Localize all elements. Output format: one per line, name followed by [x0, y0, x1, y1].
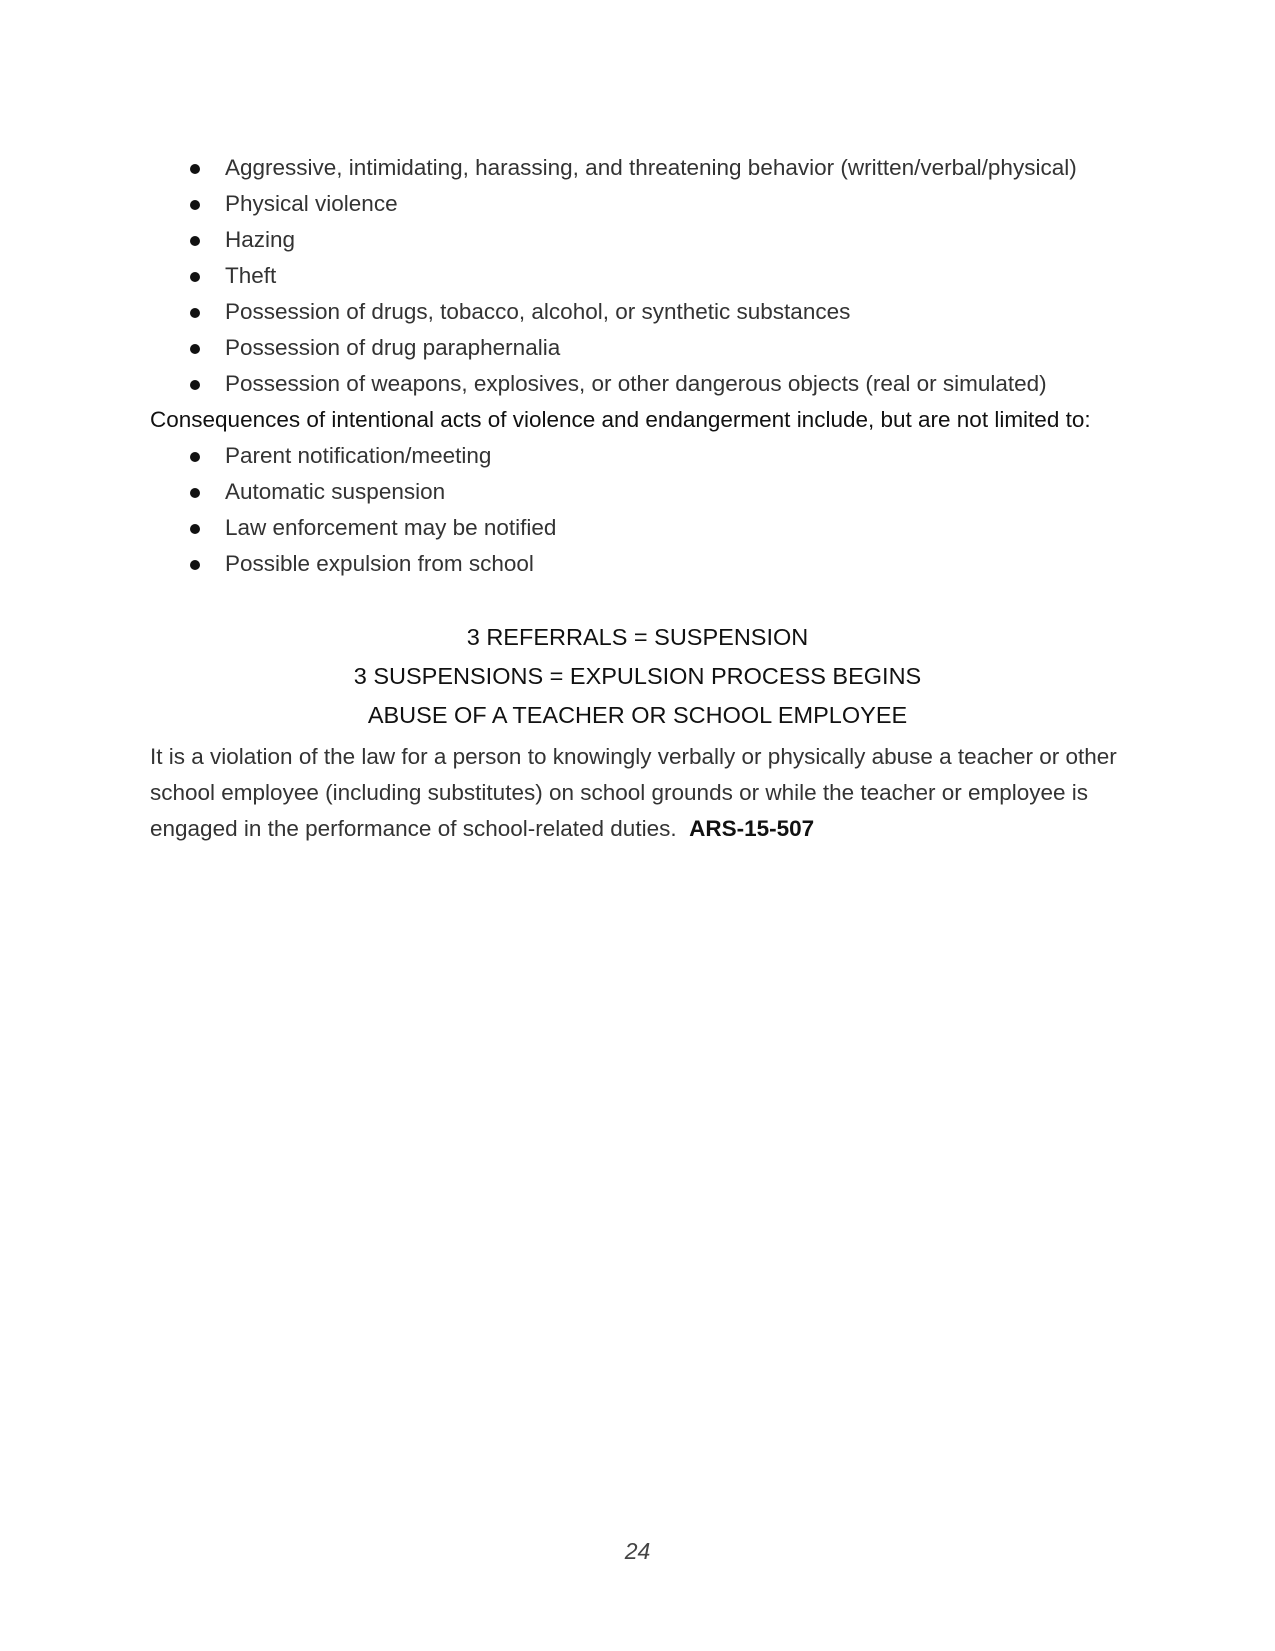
list-item: Possession of drugs, tobacco, alcohol, or synthetic substances	[190, 294, 1125, 330]
statute-citation: ARS-15-507	[689, 816, 815, 841]
list-item: Parent notification/meeting	[190, 438, 1125, 474]
list-item: Law enforcement may be notified	[190, 510, 1125, 546]
list-item: Aggressive, intimidating, harassing, and threatening behavior (written/verbal/physical)	[190, 150, 1125, 186]
list-item: Hazing	[190, 222, 1125, 258]
list-item: Possession of drug paraphernalia	[190, 330, 1125, 366]
suspensions-policy: 3 SUSPENSIONS = EXPULSION PROCESS BEGINS	[353, 663, 922, 689]
consequences-intro: Consequences of intentional acts of violence and endangerment include, but are not limited to:	[150, 407, 1091, 432]
list-item: Automatic suspension	[190, 474, 1125, 510]
violations-list	[150, 150, 1125, 402]
policy-block	[150, 618, 1125, 735]
list-item: Theft	[190, 258, 1125, 294]
consequences-list	[150, 438, 1125, 582]
page-number: 24	[624, 1538, 651, 1564]
abuse-paragraph-text: It is a violation of the law for a person to knowingly verbally or physically abuse a teacher or other school employee (including substitutes) on school grounds or while the teacher or employee is engaged in the performance of school-related duties.	[150, 744, 1117, 841]
list-item: Possession of weapons, explosives, or other dangerous objects (real or simulated)	[190, 366, 1125, 402]
list-item: Physical violence	[190, 186, 1125, 222]
abuse-heading: ABUSE OF A TEACHER OR SCHOOL EMPLOYEE	[367, 702, 908, 728]
referrals-policy: 3 REFERRALS = SUSPENSION	[466, 624, 809, 650]
list-item: Possible expulsion from school	[190, 546, 1125, 582]
abuse-paragraph	[150, 739, 1125, 847]
page-content	[150, 150, 1125, 847]
